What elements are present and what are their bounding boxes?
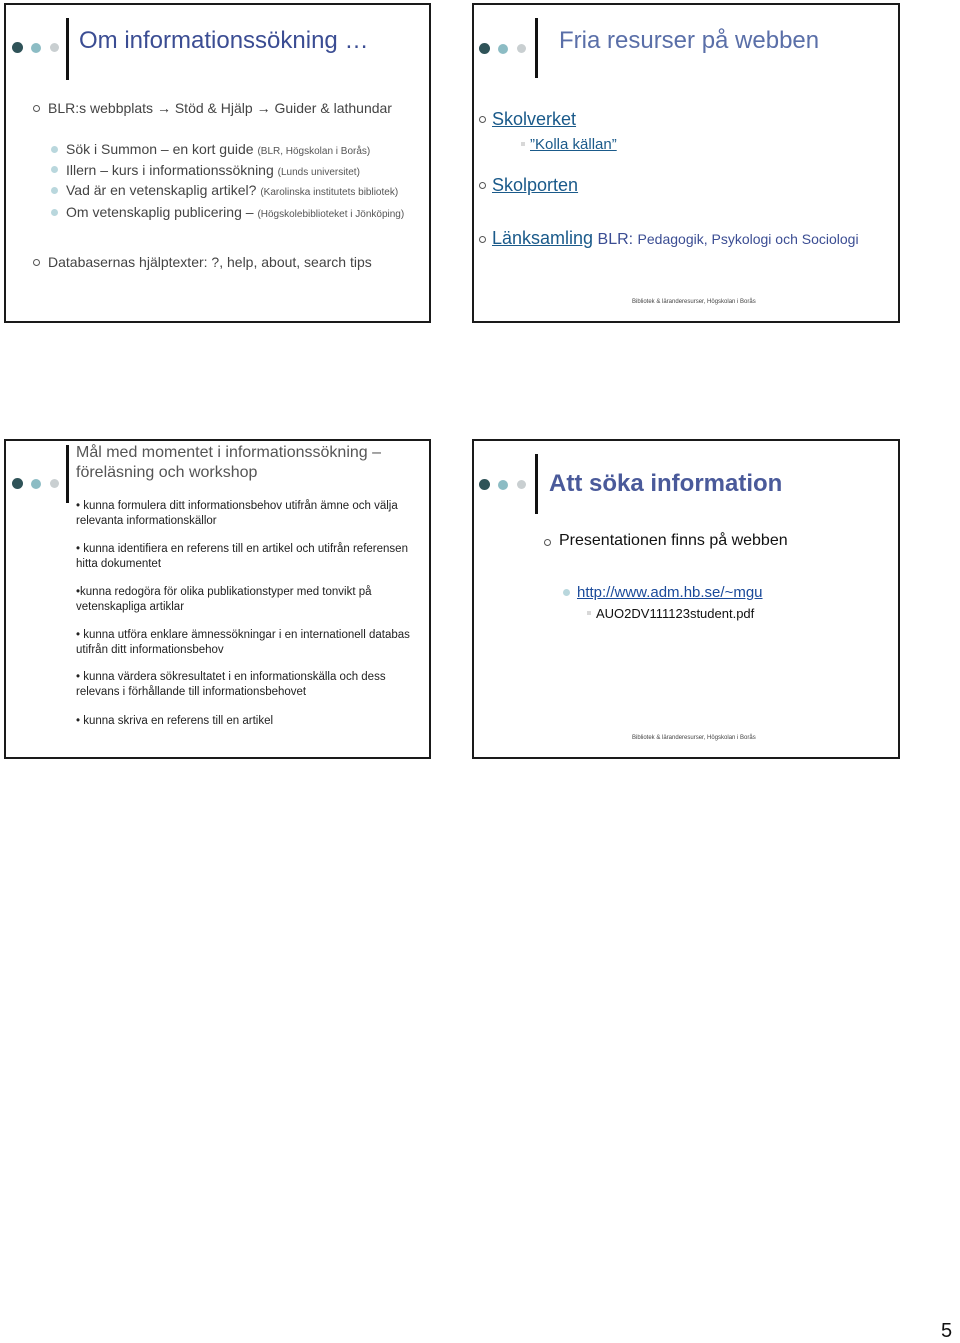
link-kolla-kallan[interactable]: ”Kolla källan” [530, 136, 617, 153]
bullet-dot-icon [51, 146, 58, 153]
bullet-ring-icon [544, 539, 551, 546]
arrow-right-icon: → [156, 100, 171, 116]
slide-title: Att söka information [549, 470, 783, 497]
slide-title-line1: Mål med momentet i informationssökning – [76, 444, 382, 461]
goal-item: •kunna redogöra för olika publikationstyper med tonvikt på vetenskapliga artiklar [76, 586, 372, 613]
bullet-dot-icon [51, 187, 58, 194]
bullet-dot-icon [563, 589, 570, 596]
goal-item: • kunna värdera sökresultatet i en informationskälla och dess relevans i förhållande till informationsbehovet [76, 671, 386, 698]
slide-att-soka-information [472, 439, 900, 759]
title-divider [66, 445, 69, 503]
link-lanksamling[interactable]: Länksamling [492, 228, 594, 248]
bullet-ring-icon [33, 105, 40, 112]
slide-mal-med-momentet [4, 439, 431, 759]
slide-title-line2: föreläsning och workshop [76, 464, 258, 481]
slide-title: Om informationssökning … [79, 27, 369, 54]
bullet-square-icon [587, 611, 591, 615]
bullet-blr-webbplats: BLR:s webbplats → Stöd & Hjälp → Guider & lathundar [48, 100, 392, 116]
title-divider [535, 18, 538, 78]
bullet-dot-icon [51, 209, 58, 216]
link-illern[interactable]: Illern – kurs i informationssökning (Lunds universitet) [66, 162, 360, 178]
bullet-ring-icon [33, 259, 40, 266]
decorative-dots [12, 478, 59, 489]
decorative-dots [479, 43, 526, 54]
goal-item: • kunna skriva en referens till en artikel [76, 715, 274, 727]
slide-footer: Bibliotek & läranderesurser, Högskolan i Borås [632, 299, 756, 305]
arrow-right-icon: → [256, 100, 271, 116]
link-skolporten[interactable]: Skolporten [492, 175, 579, 195]
goal-item: • kunna identifiera en referens till en artikel och utifrån referensen hitta dokumentet [76, 543, 408, 570]
decorative-dots [479, 479, 526, 490]
bullet-ring-icon [479, 236, 486, 243]
bullet-databasernas-hjalptexter: Databasernas hjälptexter: ?, help, about, search tips [48, 254, 372, 270]
bullet-presentationen: Presentationen finns på webben [559, 532, 788, 549]
link-summon-guide[interactable]: Sök i Summon – en kort guide (BLR, Högskolan i Borås) [66, 141, 371, 157]
file-name-pdf: AUO2DV111123student.pdf [596, 606, 755, 621]
title-divider [66, 18, 69, 80]
slide-om-informationssokning [4, 3, 431, 323]
bullet-ring-icon [479, 182, 486, 189]
link-skolverket[interactable]: Skolverket [492, 109, 577, 129]
bullet-ring-icon [479, 116, 486, 123]
slide-footer: Bibliotek & läranderesurser, Högskolan i Borås [632, 735, 756, 741]
link-vetenskaplig-publicering[interactable]: Om vetenskaplig publicering – (Högskolebiblioteket i Jönköping) [66, 204, 405, 220]
bullet-lanksamling: Länksamling BLR: Pedagogik, Psykologi och Sociologi [492, 228, 859, 248]
slide-fria-resurser [472, 3, 900, 323]
slide-title: Fria resurser på webben [559, 27, 820, 54]
bullet-square-icon [521, 142, 525, 146]
page-number: 5 [941, 1320, 953, 1342]
link-vetenskaplig-artikel[interactable]: Vad är en vetenskaplig artikel? (Karolinska institutets bibliotek) [66, 182, 399, 198]
bullet-dot-icon [51, 166, 58, 173]
title-divider [535, 454, 538, 514]
goal-item: • kunna utföra enklare ämnessökningar i en internationell databas utifrån ditt informationsbehov [76, 629, 410, 656]
goal-item: • kunna formulera ditt informationsbehov utifrån ämne och välja relevanta informationskällor [76, 500, 398, 527]
decorative-dots [12, 42, 59, 53]
link-adm-hb-se[interactable]: http://www.adm.hb.se/~mgu [577, 584, 763, 601]
